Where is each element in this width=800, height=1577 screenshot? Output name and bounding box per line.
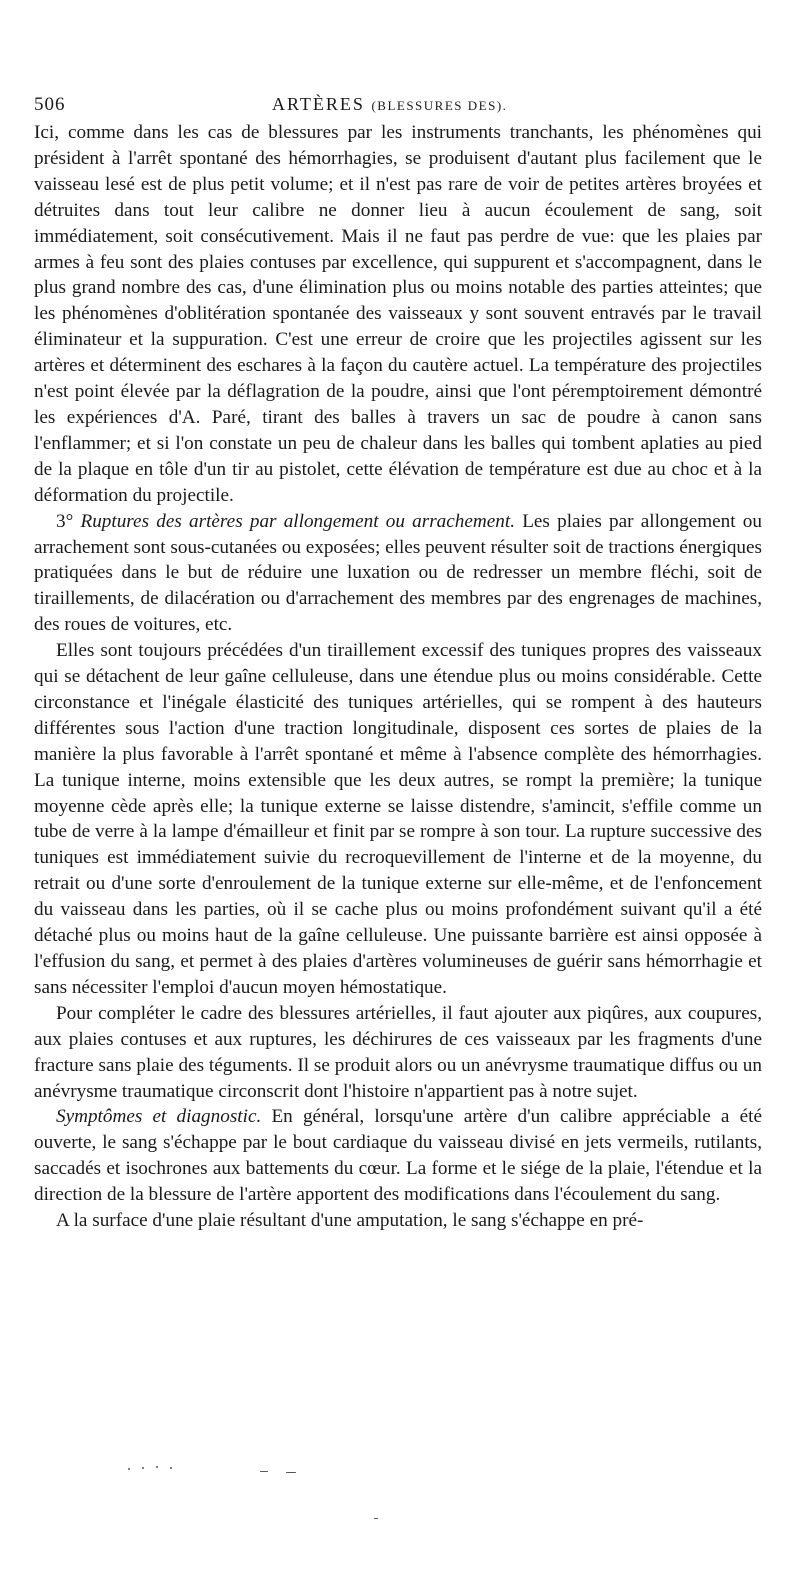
paragraph-gunshot-wounds bbox=[34, 120, 762, 509]
paragraph-text: Ici, comme dans les cas de blessures par les instruments tranchants, les phénomènes qui président à l'arrêt spontané des hémorrhagies, se produisent d'autant plus facilement que le vaisseau lesé est de plus petit volume; et il n'est pas rare de voir de petites artères broyées et détruites dans tout leur calibre ne donner lieu à aucun écoulement de sang, soit immédiatement, soit consécutivement. Mais il ne faut pas perdre de vue: que les plaies par armes à feu sont des plaies contuses par excellence, qui suppurent et s'accompagnent, dans le plus grand nombre des cas, d'une élimination plus ou moins notable des parties atteintes; que les phénomènes d'oblitération spontanée des vaisseaux y sont souvent entravés par le travail éliminateur et la suppuration. C'est une erreur de croire que les projectiles agissent sur les artères et déterminent des eschares à la façon du cautère actuel. La température des projectiles n'est point élevée par la déflagration de la poudre, ainsi que l'ont péremptoirement démontré les expériences d'A. Paré, tirant des balles à travers un sac de poudre à canon sans l'enflammer; et si l'on constate un peu de chaleur dans les balles qui tombent aplaties au pied de la plaque en tôle d'un tir au pistolet, cette élévation de température est due au choc et à la déformation du projectile. bbox=[34, 122, 762, 506]
print-speck bbox=[374, 1518, 378, 1519]
paragraph-text: A la surface d'une plaie résultant d'une amputation, le sang s'échappe en pré- bbox=[56, 1210, 644, 1232]
print-speck bbox=[156, 1466, 158, 1468]
book-page bbox=[34, 88, 762, 1234]
print-speck bbox=[142, 1467, 144, 1469]
running-title-main: ARTÈRES bbox=[272, 94, 372, 114]
running-title bbox=[272, 94, 507, 115]
print-speck bbox=[260, 1471, 268, 1472]
paragraph-text: En général, lorsqu'une artère d'un calibre appréciable a été ouverte, le sang s'échappe par le bout cardiaque du vaisseau divisé en jets vermeils, rutilants, saccadés et isochrones aux battements du cœur. La forme et le siége de la plaie, l'étendue et la direction de la blessure de l'artère apportent des modifications dans l'écoulement du sang. bbox=[34, 1106, 762, 1206]
section-heading: Symptômes et diagnostic. bbox=[56, 1106, 262, 1128]
section-heading: Ruptures des artères par allongement ou arrachement. bbox=[80, 510, 515, 532]
paragraph-fractures bbox=[34, 1001, 762, 1105]
paragraph-text: Les plaies par allongement ou arrachement sont sous-cutanées ou exposées; elles peuvent résulter soit de tractions énergiques pratiquées dans le but de réduire une luxation ou de redresser un membre fléchi, soit de tiraillements, de dilacération ou d'arrachement des membres par des engrenages de machines, des roues de voitures, etc. bbox=[34, 510, 763, 636]
print-speck bbox=[286, 1472, 296, 1473]
page-number: 506 bbox=[34, 94, 66, 115]
paragraph-text: Pour compléter le cadre des blessures artérielles, il faut ajouter aux piqûres, aux coupures, aux plaies contuses et aux ruptures, les déchirures de ces vaisseaux par les fragments d'une fracture sans plaie des téguments. Il se produit alors ou un anévrysme traumatique diffus ou un anévrysme traumatique circonscrit dont l'histoire n'appartient pas à notre sujet. bbox=[34, 1002, 762, 1102]
paragraph-ruptures bbox=[34, 509, 762, 639]
running-head bbox=[34, 88, 762, 120]
paragraph-tunics bbox=[34, 638, 762, 1001]
running-title-sub: (BLESSURES DES). bbox=[371, 98, 508, 113]
paragraph-symptoms bbox=[34, 1104, 762, 1208]
paragraph-amputation bbox=[34, 1208, 762, 1234]
paragraph-text: Elles sont toujours précédées d'un tiraillement excessif des tuniques propres des vaisseaux qui se détachent de leur gaîne celluleuse, dans une étendue plus ou moins considérable. Cette circonstance et l'inégale élasticité des tuniques artérielles, qui se rompent à des hauteurs différentes sous l'action d'une traction longitudinale, disposent ces sortes de plaies de la manière la plus favorable à l'arrêt spontané et même à l'absence complète des hémorrhagies. La tunique interne, moins extensible que les deux autres, se rompt la première; la tunique moyenne cède après elle; la tunique externe se laisse distendre, s'amincit, s'effile comme un tube de verre à la lampe d'émailleur et finit par se rompre à son tour. La rupture successive des tuniques est immédiatement suivie du recroquevillement de l'interne et de la moyenne, du retrait ou d'une sorte d'enroulement de la tunique externe sur elle-même, et de l'enfoncement du vaisseau dans les parties, où il se cache plus ou moins profondément suivant qu'il a été détaché plus ou moins haut de la gaîne celluleuse. Une puissante barrière est ainsi opposée à l'effusion du sang, et permet à des plaies d'artères volumineuses de guérir sans hémorrhagie et sans nécessiter l'emploi d'aucun moyen hémostatique. bbox=[34, 640, 762, 998]
section-number: 3° bbox=[56, 510, 81, 532]
bleed-through-marks bbox=[34, 1456, 762, 1506]
body-text bbox=[34, 120, 762, 1234]
print-speck bbox=[170, 1467, 172, 1469]
print-speck bbox=[128, 1468, 130, 1470]
